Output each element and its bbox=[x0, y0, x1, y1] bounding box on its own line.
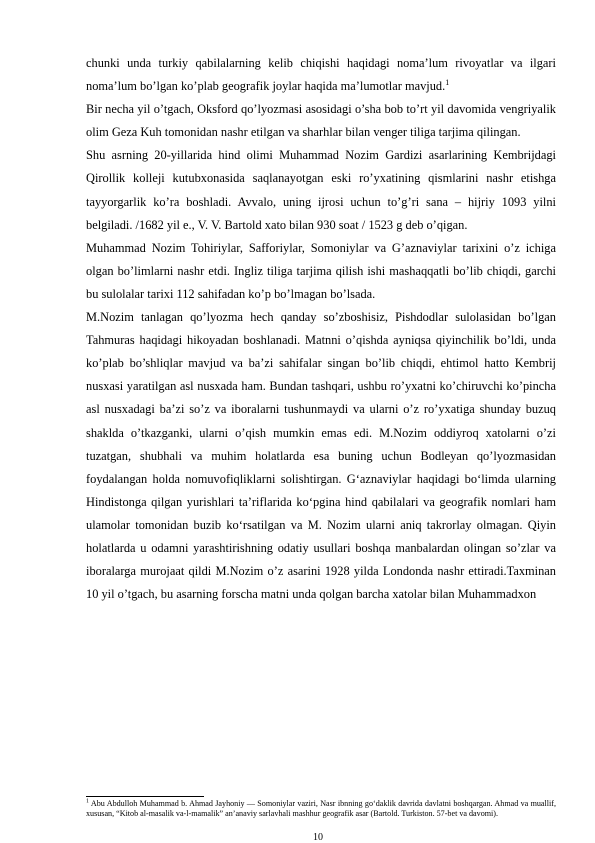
paragraph-2: Bir necha yil o’tgach, Oksford qo’lyozmasi asosidagi o’sha bob to’rt yil davomida vengriyalik olim Geza Kuh tomonidan nashr etilgan va sharhlar bilan venger tiliga tarjima qilingan. bbox=[86, 102, 556, 140]
paragraph-3: Shu asrning 20-yillarida hind olimi Muhammad Nozim Gardizi asarlarining Kembrijdagi Qirollik kolleji kutubxonasida saqlanayotgan eski ro’yxatining qismlarini nashr etishga tayyorgarlik ko’ra boshladi. Avvalo, uning ijrosi uchun to’g’ri sana – hijriy 1093 yilni belgiladi. /1682 yil e., V. V. Bartold xato bilan 930 soat / 1523 g deb o’qigan. bbox=[86, 148, 556, 232]
page-number: 10 bbox=[313, 832, 323, 843]
paragraph-1-text: chunki unda turkiy qabilalarning kelib chiqishi haqidagi noma’lum rivoyatlar va ilgari noma’lum bo’lgan ko’plab geografik joylar haqida ma’lumotlar mavjud. bbox=[86, 56, 556, 94]
document-body bbox=[86, 52, 556, 606]
paragraph-1 bbox=[86, 52, 556, 98]
footnote-reference[interactable]: 1 bbox=[445, 77, 450, 87]
footnote-text: Abu Abdulloh Muhammad b. Ahmad Jayhoniy — Somoniylar vaziri, Nasr ibnning go‘daklik davrida davlatni boshqargan. Ahmad va muallif, xususan, “Kitob al-masalik va-l-mamalik” an’anaviy sarlavhali mashhur geografik asar (Bartold. Turkiston. 57-bet va davomi). bbox=[86, 799, 556, 819]
footnote-marker: 1 bbox=[86, 798, 89, 805]
paragraph-4: Muhammad Nozim Tohiriylar, Safforiylar, Somoniylar va G’aznaviylar tarixini o’z ichiga olgan bo’limlarni nashr etdi. Ingliz tiliga tarjima qilish ishi mashaqqatli bo’lib chiqdi, garchi bu sulolalar tarixi 112 sahifadan ko’p bo’lmagan bo’lsada. bbox=[86, 240, 556, 301]
paragraph-5: M.Nozim tanlagan qo’lyozma hech qanday so’zboshisiz, Pishdodlar sulolasidan bo’lgan Tahmuras haqidagi hikoyadan boshlanadi. Matnni o’qishda ayniqsa qiyinchilik bo’ldi, unda ko’plab bo’shliqlar mavjud va ba’zi sahifalar singan bo’lib chiqdi, ehtimol hatto Kembrij nusxasi yaratilgan asl nusxada ham. Bundan tashqari, ushbu ro’yxatni ko’chiruvchi ko’pincha asl nusxadagi ba’zi so’z va iboralarni tushunmaydi va ularni o’z ro’yxatiga shunday buzuq shaklda o’tkazganki, ularni o’qish mumkin emas edi. M.Nozim oddiyroq xatolarni o’zi tuzatgan, shubhali va muhim holatlarda esa buning uchun Bodleyan qo’lyozmasidan foydalangan holda nomuvofiqliklarni solishtirgan. G‘aznaviylar haqidagi bo‘limda ularning Hindistonga qilgan yurishlari ta’riflarida ko‘pgina hind qabilalari va geografik nomlari ham ulamolar tomonidan buzib ko‘rsatilgan va M. Nozim ularni aniq takrorlay olmagan. Qiyin holatlarda u odamni yarashtirishning odatiy usullari boshqa manbalardan olingan so’zlar va iboralarga murojaat qildi M.Nozim o’z asarini 1928 yilda Londonda nashr ettiradi.Taxminan 10 yil o’tgach, bu asarning forscha matni unda qolgan barcha xatolar bilan Muhammadxon bbox=[86, 310, 556, 602]
footnote bbox=[86, 799, 556, 819]
footnote-divider bbox=[86, 796, 204, 797]
